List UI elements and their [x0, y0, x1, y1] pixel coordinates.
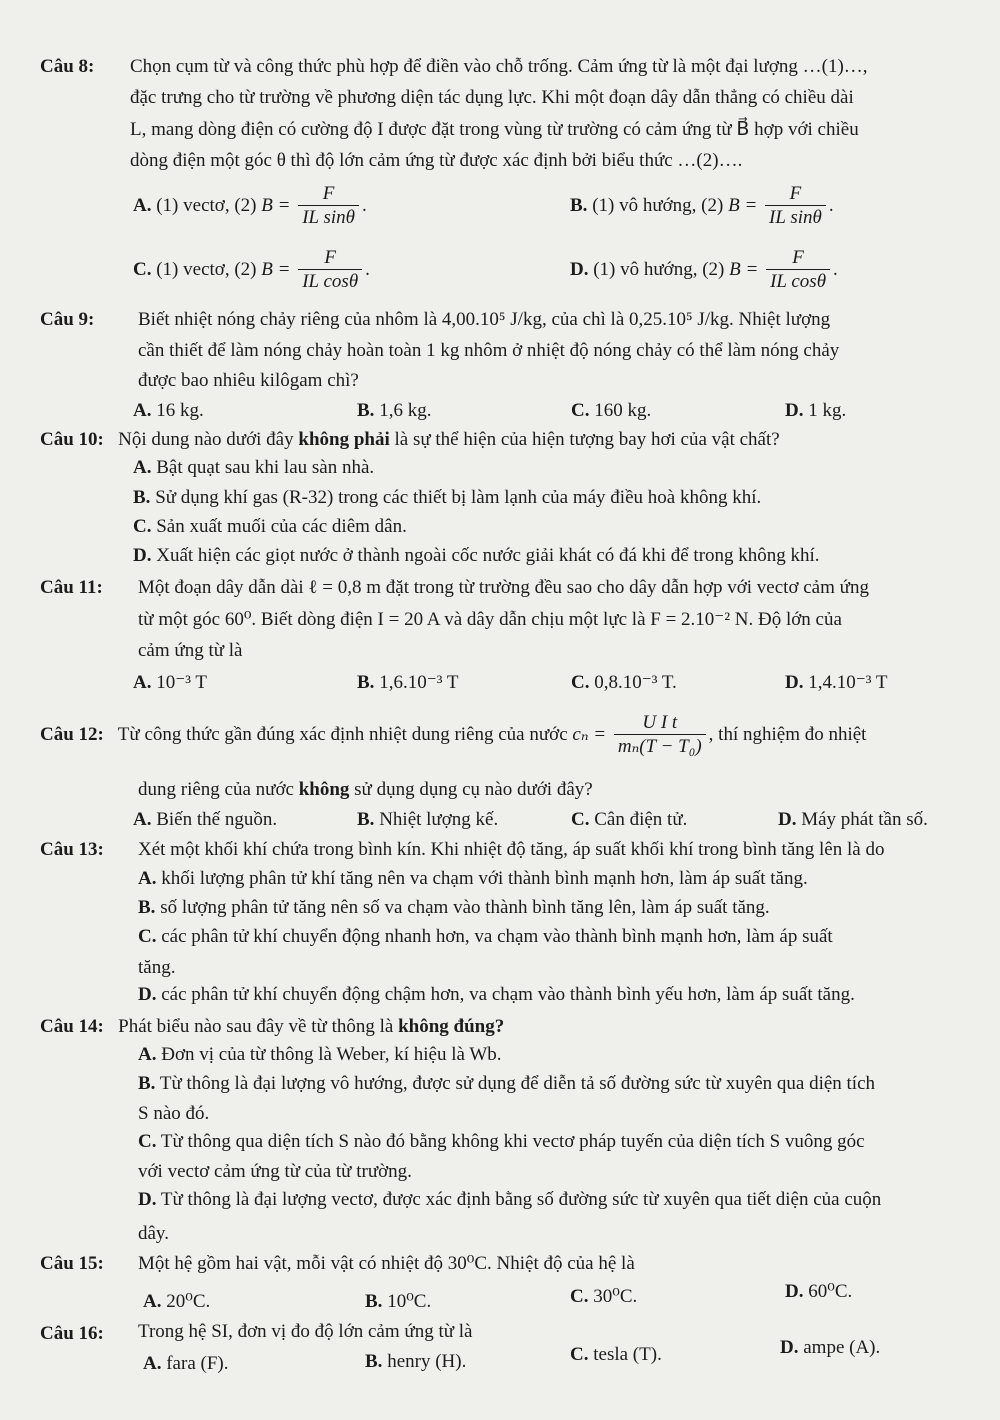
- question-text: Biết nhiệt nóng chảy riêng của nhôm là 4,00.10⁵ J/kg, của chì là 0,25.10⁵ J/kg. Nhiệt lượng: [138, 309, 831, 330]
- option-d-continuation: dây.: [138, 1223, 169, 1244]
- option-b[interactable]: B. Sử dụng khí gas (R-32) trong các thiết bị làm lạnh của máy điều hoà không khí.: [133, 487, 762, 508]
- question-text: L, mang dòng điện có cường độ I được đặt trong vùng từ trường có cảm ứng từ B⃗ hợp với chiều: [130, 119, 859, 140]
- option-b-continuation: S nào đó.: [138, 1103, 210, 1124]
- option-c[interactable]: C. (1) vectơ, (2) B = $\frac{F}{\text{IL cosθ}}$ .: [133, 247, 370, 292]
- question-text: đặc trưng cho từ trường về phương diện tác dụng lực. Khi một đoạn dây dẫn thẳng có chiều dài: [130, 87, 854, 108]
- question-number: Câu 10:: [40, 429, 104, 450]
- option-d[interactable]: D. Từ thông là đại lượng vectơ, được xác định bằng số đường sức từ xuyên qua tiết diện của cuộn: [138, 1189, 882, 1210]
- question-text: được bao nhiêu kilôgam chì?: [138, 370, 359, 391]
- option-b[interactable]: B. henry (H).: [365, 1351, 467, 1372]
- question-text: cảm ứng từ là: [138, 640, 243, 661]
- question-number: Câu 9:: [40, 309, 95, 330]
- option-c[interactable]: C. Sản xuất muối của các diêm dân.: [133, 516, 407, 537]
- option-c[interactable]: C. Cân điện tử.: [571, 809, 688, 830]
- option-d[interactable]: D. (1) vô hướng, (2) B = $\frac{F}{\text{IL cosθ}}$ .: [570, 247, 838, 292]
- option-c[interactable]: C. Từ thông qua diện tích S nào đó bằng không khi vectơ pháp tuyến của diện tích S vuông góc: [138, 1131, 865, 1152]
- question-number: Câu 13:: [40, 839, 104, 860]
- option-b[interactable]: B. (1) vô hướng, (2) B = $\frac{F}{\text{IL sinθ}}$ .: [570, 183, 834, 228]
- question-stem: Câu 12: Từ công thức gần đúng xác định nhiệt dung riêng của nước cₙ = $\frac{\text{U I t}}{\text{mₙ(T − T₀)}}$ , thí nghiệm đo nhiệt: [40, 712, 867, 757]
- option-a[interactable]: A. Bật quạt sau khi lau sàn nhà.: [133, 457, 375, 478]
- option-d[interactable]: D. Máy phát tần số.: [778, 809, 928, 830]
- question-number: Câu 14:: [40, 1016, 104, 1037]
- option-c[interactable]: C. các phân tử khí chuyển động nhanh hơn, va chạm vào thành bình mạnh hơn, làm áp suất: [138, 926, 833, 947]
- option-b[interactable]: B. số lượng phân tử tăng nên số va chạm vào thành bình tăng lên, làm áp suất tăng.: [138, 897, 770, 918]
- option-c[interactable]: C. tesla (T).: [570, 1344, 662, 1365]
- question-text: Chọn cụm từ và công thức phù hợp để điền vào chỗ trống. Cảm ứng từ là một đại lượng …(1)…,: [130, 56, 868, 77]
- option-b[interactable]: B. 1,6 kg.: [357, 400, 432, 421]
- question-stem: Câu 14: Phát biểu nào sau đây về từ thông là không đúng?: [40, 1016, 505, 1037]
- question-text: Xét một khối khí chứa trong bình kín. Khi nhiệt độ tăng, áp suất khối khí trong bình tăng lên là do: [138, 839, 885, 860]
- question-text: cần thiết để làm nóng chảy hoàn toàn 1 kg nhôm ở nhiệt độ nóng chảy có thể làm nóng chảy: [138, 340, 840, 361]
- option-c[interactable]: C. 160 kg.: [571, 400, 652, 421]
- option-b[interactable]: B. 10⁰C.: [365, 1291, 432, 1312]
- option-c-continuation: với vectơ cảm ứng từ của từ trường.: [138, 1161, 412, 1182]
- question-text: từ một góc 60⁰. Biết dòng điện I = 20 A và dây dẫn chịu một lực là F = 2.10⁻² N. Độ lớn của: [138, 609, 842, 630]
- specific-heat-formula: $\frac{\text{U I t}}{\text{mₙ(T − T₀)}}$: [614, 712, 706, 759]
- question-text: dung riêng của nước không sử dụng dụng cụ nào dưới đây?: [138, 779, 593, 800]
- question-number: Câu 16:: [40, 1323, 104, 1344]
- option-a[interactable]: A. fara (F).: [143, 1353, 229, 1374]
- option-b[interactable]: B. 1,6.10⁻³ T: [357, 672, 459, 693]
- option-a[interactable]: A. 20⁰C.: [143, 1291, 211, 1312]
- option-a[interactable]: A. (1) vectơ, (2) B = $\frac{F}{\text{IL sinθ}}$ .: [133, 183, 367, 228]
- option-c[interactable]: C. 0,8.10⁻³ T.: [571, 672, 677, 693]
- option-a[interactable]: A. khối lượng phân tử khí tăng nên va chạm với thành bình mạnh hơn, làm áp suất tăng.: [138, 868, 808, 889]
- option-d[interactable]: D. ampe (A).: [780, 1337, 881, 1358]
- option-c[interactable]: C. 30⁰C.: [570, 1286, 638, 1307]
- option-d[interactable]: D. 1 kg.: [785, 400, 847, 421]
- question-text: Một đoạn dây dẫn dài ℓ = 0,8 m đặt trong từ trường đều sao cho dây dẫn hợp với vectơ cảm ứng: [138, 577, 869, 598]
- option-a[interactable]: A. Đơn vị của từ thông là Weber, kí hiệu là Wb.: [138, 1044, 502, 1065]
- question-stem: Câu 10: Nội dung nào dưới đây không phải là sự thể hiện của hiện tượng bay hơi của vật chất?: [40, 429, 780, 450]
- option-c-continuation: tăng.: [138, 957, 176, 978]
- option-a[interactable]: A. Biến thế nguồn.: [133, 809, 278, 830]
- option-d[interactable]: D. Xuất hiện các giọt nước ở thành ngoài cốc nước giải khát có đá khi để trong không khí.: [133, 545, 820, 566]
- question-number: Câu 11:: [40, 577, 103, 598]
- question-number: Câu 12:: [40, 723, 104, 745]
- question-number: Câu 8:: [40, 56, 95, 77]
- option-d[interactable]: D. 1,4.10⁻³ T: [785, 672, 888, 693]
- question-text: Một hệ gồm hai vật, mỗi vật có nhiệt độ 30⁰C. Nhiệt độ của hệ là: [138, 1253, 635, 1274]
- option-a[interactable]: A. 10⁻³ T: [133, 672, 207, 693]
- question-text: dòng điện một góc θ thì độ lớn cảm ứng từ được xác định bởi biểu thức …(2)….: [130, 150, 743, 171]
- option-a[interactable]: A. 16 kg.: [133, 400, 204, 421]
- question-number: Câu 15:: [40, 1253, 104, 1274]
- question-text: Trong hệ SI, đơn vị đo độ lớn cảm ứng từ là: [138, 1321, 473, 1342]
- option-d[interactable]: D. 60⁰C.: [785, 1281, 853, 1302]
- option-d[interactable]: D. các phân tử khí chuyển động chậm hơn, va chạm vào thành bình yếu hơn, làm áp suất tăng.: [138, 984, 855, 1005]
- option-b[interactable]: B. Nhiệt lượng kế.: [357, 809, 499, 830]
- option-b[interactable]: B. Từ thông là đại lượng vô hướng, được sử dụng để diễn tả số đường sức từ xuyên qua diện tích: [138, 1073, 876, 1094]
